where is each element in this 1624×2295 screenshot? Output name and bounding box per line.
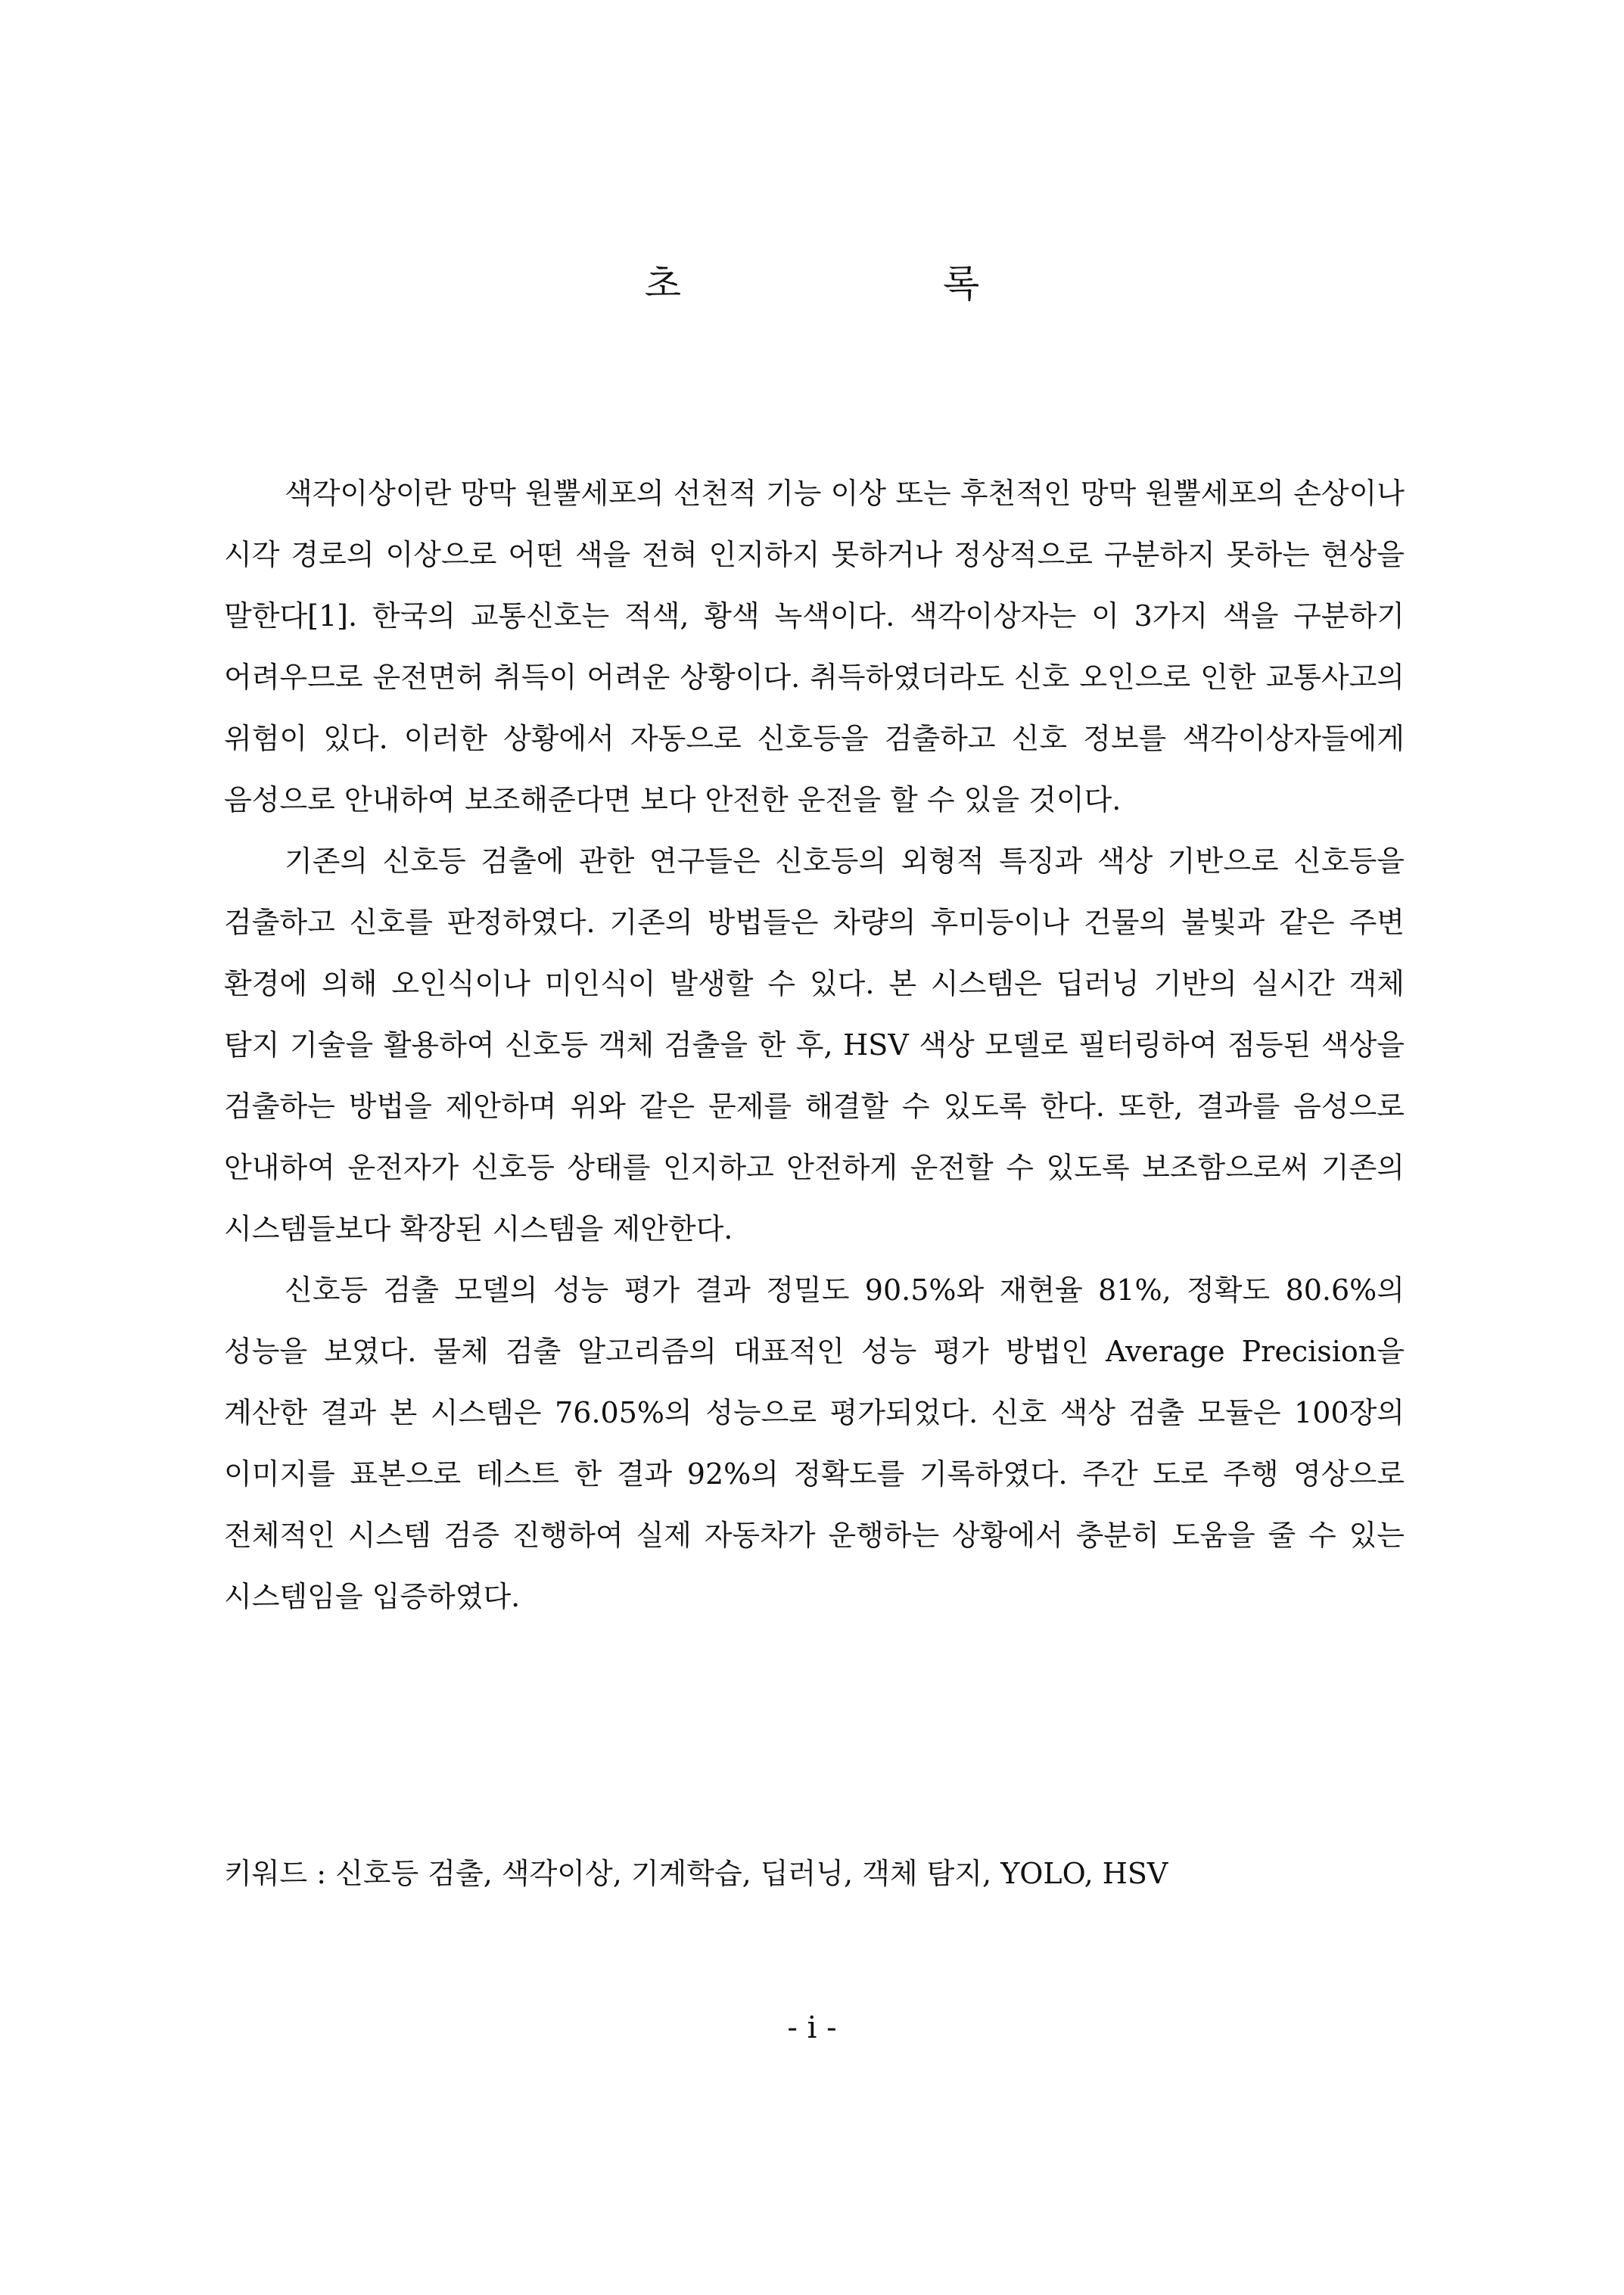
abstract-paragraph-3: 신호등 검출 모델의 성능 평가 결과 정밀도 90.5%와 재현율 81%, 정확도 80.6%의 성능을 보였다. 물체 검출 알고리즘의 대표적인 성능 평가 방법인 Average Precision을 계산한 결과 본 시스템은 76.05%의 성능으로 평가되었다. 신호 색상 검출 모듈은 100장의 이미지를 표본으로 테스트 한 결과 92%의 정확도를 기록하였다. 주간 도로 주행 영상으로 전체적인 시스템 검증 진행하여 실제 자동차가 운행하는 상황에서 충분히 도움을 줄 수 있는 시스템임을 입증하였다.: [224, 1273, 1405, 1613]
abstract-paragraph-2: 기존의 신호등 검출에 관한 연구들은 신호등의 외형적 특징과 색상 기반으로 신호등을 검출하고 신호를 판정하였다. 기존의 방법들은 차량의 후미등이나 건물의 불빛과 같은 주변 환경에 의해 오인식이나 미인식이 발생할 수 있다. 본 시스템은 딥러닝 기반의 실시간 객체 탐지 기술을 활용하여 신호등 객체 검출을 한 후, HSV 색상 모델로 필터링하여 점등된 색상을 검출하는 방법을 제안하며 위와 같은 문제를 해결할 수 있도록 한다. 또한, 결과를 음성으로 안내하여 운전자가 신호등 상태를 인지하고 안전하게 운전할 수 있도록 보조함으로써 기존의 시스템들보다 확장된 시스템을 제안한다.: [224, 844, 1405, 1245]
page-number: - i -: [787, 2010, 837, 2045]
keywords-line: 키워드 : 신호등 검출, 색각이상, 기계학습, 딥러닝, 객체 탐지, YOLO, HSV: [224, 1857, 1168, 1890]
abstract-paragraph-1: 색각이상이란 망막 원뿔세포의 선천적 기능 이상 또는 후천적인 망막 원뿔세포의 손상이나 시각 경로의 이상으로 어떤 색을 전혀 인지하지 못하거나 정상적으로 구분하지 못하는 현상을 말한다[1]. 한국의 교통신호는 적색, 황색 녹색이다. 색각이상자는 이 3가지 색을 구분하기 어려우므로 운전면허 취득이 어려운 상황이다. 취득하였더라도 신호 오인으로 인한 교통사고의 위험이 있다. 이러한 상황에서 자동으로 신호등을 검출하고 신호 정보를 색각이상자들에게 음성으로 안내하여 보조해준다면 보다 안전한 운전을 할 수 있을 것이다.: [224, 477, 1405, 816]
page-title: 초 록: [644, 262, 980, 306]
abstract-body: [224, 463, 1405, 1628]
